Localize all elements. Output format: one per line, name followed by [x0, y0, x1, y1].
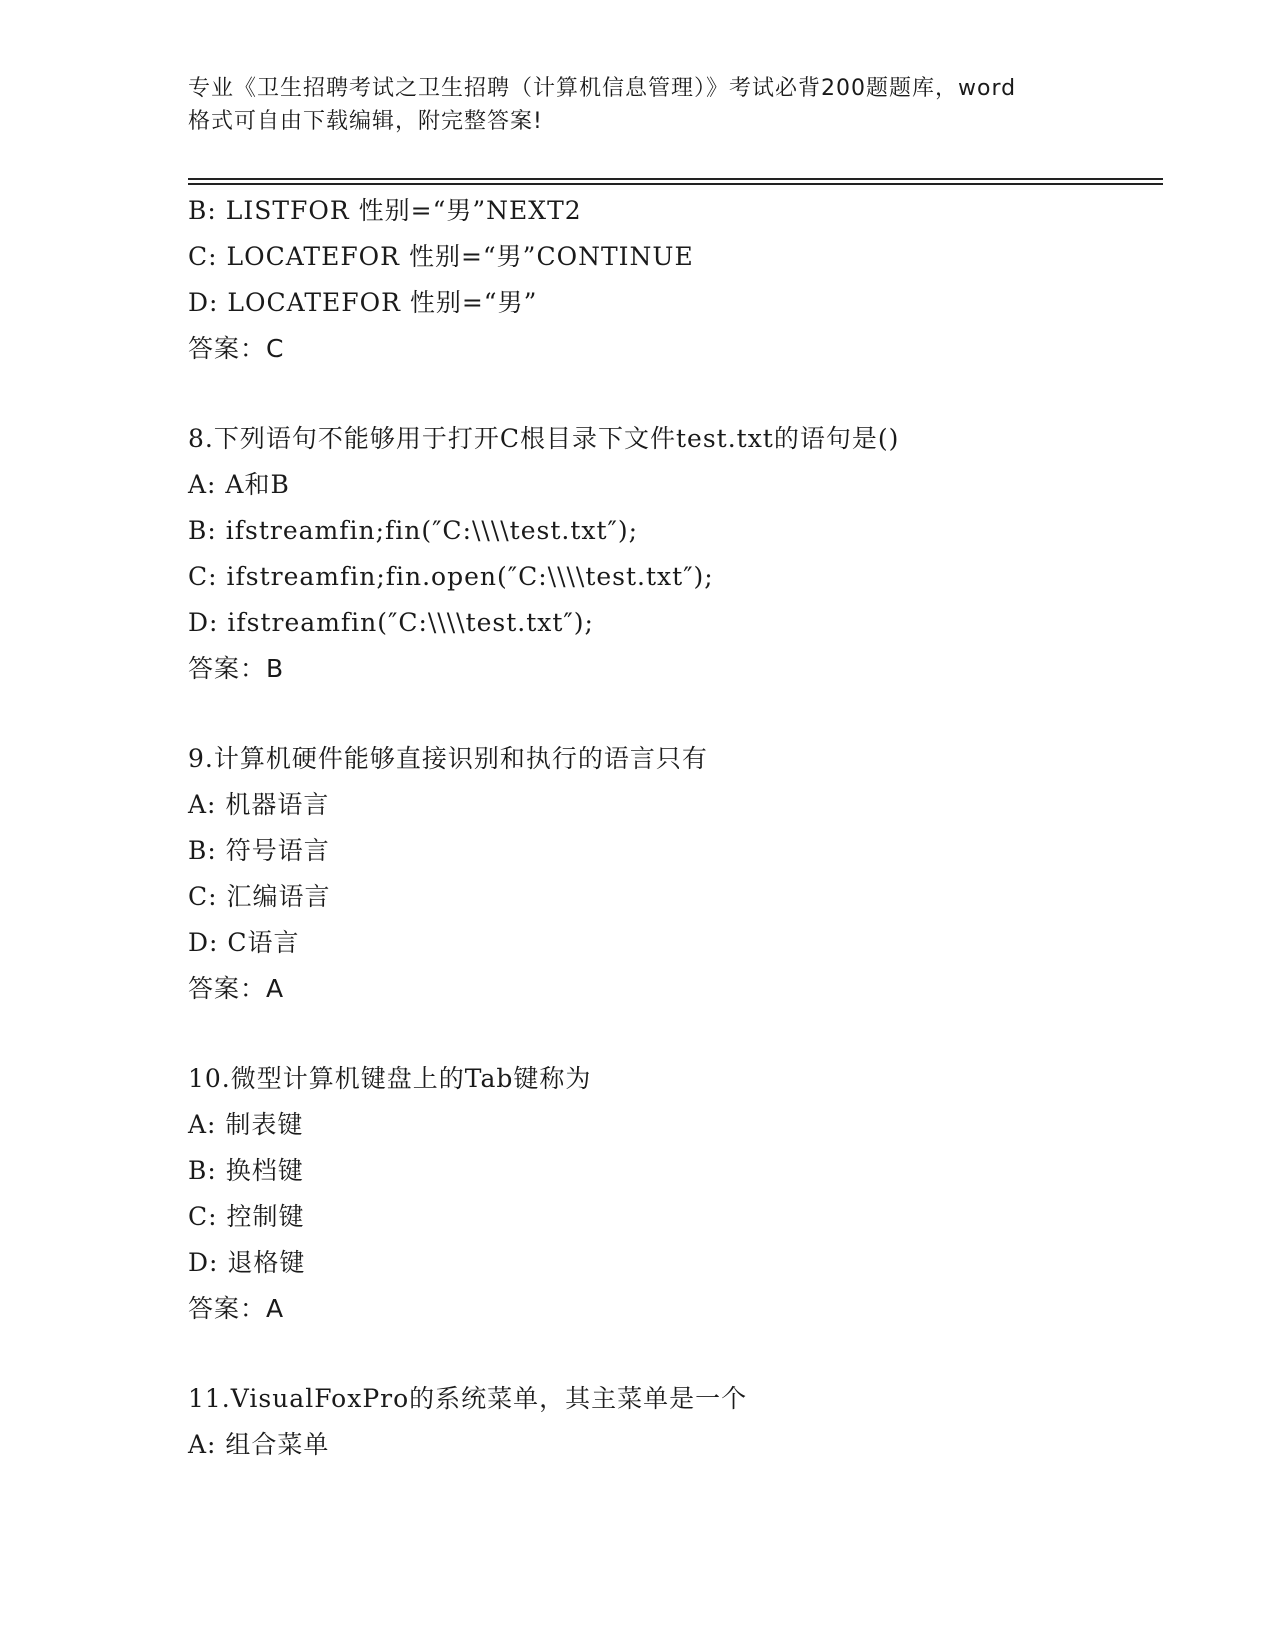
option-a: A: 机器语言 — [188, 790, 330, 819]
question-text: 9.计算机硬件能够直接识别和执行的语言只有 — [188, 744, 708, 773]
question-8 — [188, 416, 1188, 692]
option-d: D: LOCATEFOR 性别=“男” — [188, 288, 538, 317]
question-11 — [188, 1376, 1188, 1468]
header-divider-bottom — [188, 183, 1163, 185]
option-b: B: 换档键 — [188, 1156, 304, 1185]
answer-line: 答案：A — [188, 1294, 285, 1323]
header-title-line-2: 格式可自由下载编辑，附完整答案! — [188, 109, 543, 134]
question-text: 8.下列语句不能够用于打开C根目录下文件test.txt的语句是() — [188, 424, 900, 453]
option-b: B: ifstreamfin;fin(″C:\\\\test.txt″); — [188, 516, 639, 545]
spacer — [188, 692, 1188, 736]
option-c: C: 汇编语言 — [188, 882, 331, 911]
option-c: C: LOCATEFOR 性别=“男”CONTINUE — [188, 242, 694, 271]
option-b: B: LISTFOR 性别=“男”NEXT2 — [188, 196, 582, 225]
answer-line: 答案：C — [188, 334, 285, 363]
question-list — [188, 188, 1188, 1468]
option-b: B: 符号语言 — [188, 836, 330, 865]
header-divider-top — [188, 178, 1163, 180]
answer-line: 答案：A — [188, 974, 285, 1003]
question-text: 11.VisualFoxPro的系统菜单，其主菜单是一个 — [188, 1384, 748, 1413]
option-d: D: ifstreamfin(″C:\\\\test.txt″); — [188, 608, 594, 637]
option-d: D: C语言 — [188, 928, 300, 957]
option-c: C: ifstreamfin;fin.open(″C:\\\\test.txt″); — [188, 562, 714, 591]
question-10 — [188, 1056, 1188, 1332]
option-d: D: 退格键 — [188, 1248, 306, 1277]
question-7-continued — [188, 188, 1188, 372]
option-a: A: 制表键 — [188, 1110, 304, 1139]
document-header — [188, 72, 1088, 138]
spacer — [188, 372, 1188, 416]
spacer — [188, 1332, 1188, 1376]
answer-line: 答案：B — [188, 654, 285, 683]
question-text: 10.微型计算机键盘上的Tab键称为 — [188, 1064, 592, 1093]
spacer — [188, 1012, 1188, 1056]
option-a: A: 组合菜单 — [188, 1430, 330, 1459]
option-a: A: A和B — [188, 470, 290, 499]
question-9 — [188, 736, 1188, 1012]
header-title-line-1: 专业《卫生招聘考试之卫生招聘（计算机信息管理）》考试必背200题题库，word — [188, 76, 1017, 101]
option-c: C: 控制键 — [188, 1202, 305, 1231]
